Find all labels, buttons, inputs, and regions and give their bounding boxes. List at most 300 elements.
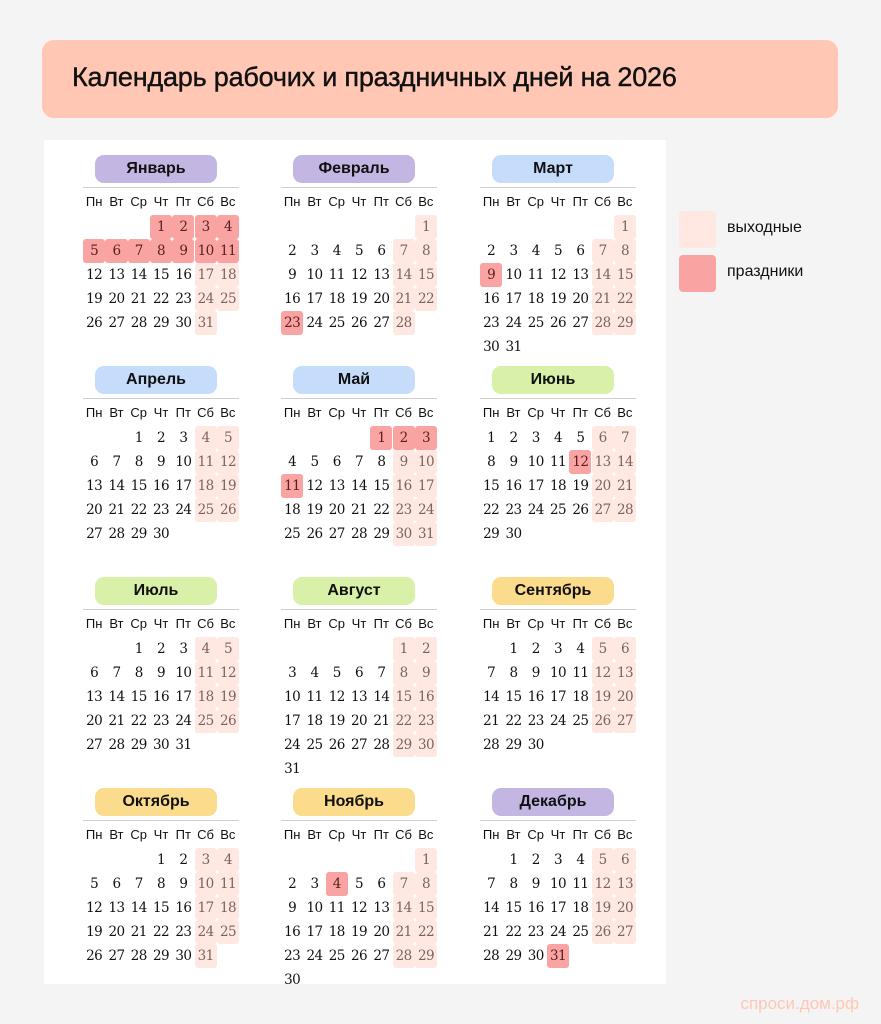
weekday-label: Вс	[220, 405, 236, 420]
work-day: 16	[175, 900, 192, 916]
work-day: 18	[328, 291, 345, 307]
weekday-label: Ср	[527, 194, 545, 209]
work-day: 24	[527, 502, 544, 518]
work-day: 26	[572, 502, 589, 518]
work-day: 6	[90, 454, 99, 470]
work-day: 2	[288, 876, 297, 892]
work-day: 6	[377, 243, 386, 259]
weekend-day: 11	[195, 661, 217, 685]
weekday-label: Пн	[482, 405, 500, 420]
legend-label-holiday: праздники	[727, 263, 804, 280]
holiday-day: 5	[83, 239, 105, 263]
weekday-label: Вт	[109, 616, 124, 631]
work-day: 5	[90, 876, 99, 892]
work-day: 21	[373, 713, 390, 729]
weekday-label: Ср	[328, 616, 346, 631]
weekend-day: 25	[195, 498, 217, 522]
weekday-label: Ср	[328, 405, 346, 420]
work-day: 21	[483, 924, 500, 940]
work-day: 21	[483, 713, 500, 729]
holiday-day: 1	[150, 215, 172, 239]
weekday-label: Сб	[395, 405, 412, 420]
work-day: 4	[554, 430, 563, 446]
weekday-label: Сб	[197, 827, 214, 842]
work-day: 7	[487, 876, 496, 892]
work-day: 10	[175, 665, 192, 681]
weekend-day: 12	[592, 872, 614, 896]
work-day: 26	[550, 315, 567, 331]
weekend-day: 5	[592, 848, 614, 872]
work-day: 14	[483, 900, 500, 916]
work-day: 28	[130, 315, 147, 331]
work-day: 20	[86, 502, 103, 518]
work-day: 31	[505, 339, 522, 355]
weekend-day: 10	[195, 872, 217, 896]
weekend-day: 18	[217, 263, 239, 287]
weekday-label: Пн	[482, 827, 500, 842]
work-day: 10	[550, 665, 567, 681]
weekday-header	[281, 613, 437, 635]
weekday-label: Вт	[109, 827, 124, 842]
work-day: 28	[483, 948, 500, 964]
work-day: 6	[377, 876, 386, 892]
work-day: 12	[351, 900, 368, 916]
weekend-day: 15	[415, 896, 437, 920]
work-day: 23	[284, 948, 301, 964]
weekend-day: 20	[614, 896, 636, 920]
work-day: 27	[108, 315, 125, 331]
weekday-label: Пн	[85, 616, 103, 631]
work-day: 1	[134, 641, 143, 657]
work-day: 26	[351, 948, 368, 964]
weekday-header	[83, 402, 239, 424]
work-day: 4	[531, 243, 540, 259]
weekday-label: Ср	[527, 827, 545, 842]
weekday-label: Чт	[153, 827, 169, 842]
work-day: 15	[505, 689, 522, 705]
work-day: 11	[550, 454, 567, 470]
weekend-day: 19	[592, 896, 614, 920]
weekday-label: Пн	[85, 827, 103, 842]
weekday-label: Вс	[418, 405, 434, 420]
divider	[480, 820, 636, 821]
work-day: 24	[175, 713, 192, 729]
work-day: 28	[108, 737, 125, 753]
work-day: 16	[284, 291, 301, 307]
weekday-label: Вс	[617, 827, 633, 842]
weekend-day: 29	[614, 311, 636, 335]
weekday-label: Пт	[175, 616, 191, 631]
weekday-label: Пн	[85, 405, 103, 420]
work-day: 24	[284, 737, 301, 753]
weekend-day: 28	[592, 311, 614, 335]
weekend-day: 31	[195, 311, 217, 335]
weekend-day: 15	[614, 263, 636, 287]
work-day: 6	[355, 665, 364, 681]
work-day: 16	[483, 291, 500, 307]
work-day: 14	[130, 267, 147, 283]
work-day: 7	[377, 665, 386, 681]
work-day: 15	[153, 267, 170, 283]
work-day: 5	[355, 243, 364, 259]
weekend-day: 12	[592, 661, 614, 685]
weekend-day: 16	[393, 474, 415, 498]
weekday-label: Пт	[373, 616, 389, 631]
weekend-day: 14	[614, 450, 636, 474]
weekday-label: Вт	[109, 405, 124, 420]
work-day: 13	[108, 267, 125, 283]
work-day: 2	[157, 430, 166, 446]
work-day: 2	[179, 852, 188, 868]
weekend-day: 27	[592, 498, 614, 522]
weekday-label: Пт	[373, 827, 389, 842]
weekend-day: 19	[217, 474, 239, 498]
weekday-label: Пт	[572, 405, 588, 420]
work-day: 1	[509, 641, 518, 657]
weekday-label: Чт	[550, 405, 566, 420]
work-day: 18	[328, 924, 345, 940]
work-day: 4	[332, 243, 341, 259]
weekday-label: Пн	[283, 405, 301, 420]
work-day: 11	[306, 689, 323, 705]
weekend-day: 11	[195, 450, 217, 474]
work-day: 9	[509, 454, 518, 470]
weekend-day: 6	[592, 426, 614, 450]
weekend-day: 12	[217, 661, 239, 685]
divider	[281, 187, 437, 188]
work-day: 23	[527, 713, 544, 729]
holiday-day: 11	[281, 474, 303, 498]
weekday-label: Ср	[328, 827, 346, 842]
work-day: 15	[505, 900, 522, 916]
work-day: 24	[306, 315, 323, 331]
work-day: 20	[86, 713, 103, 729]
weekend-day: 8	[415, 239, 437, 263]
divider	[83, 609, 239, 610]
weekday-label: Вт	[109, 194, 124, 209]
holiday-day: 6	[105, 239, 127, 263]
weekend-day: 21	[393, 287, 415, 311]
weekday-label: Вт	[307, 827, 322, 842]
weekday-label: Ср	[130, 827, 148, 842]
weekend-day: 28	[614, 498, 636, 522]
weekday-label: Сб	[395, 827, 412, 842]
work-day: 20	[351, 713, 368, 729]
work-day: 6	[112, 876, 121, 892]
work-day: 9	[157, 665, 166, 681]
weekday-header	[281, 824, 437, 846]
work-day: 23	[175, 924, 192, 940]
weekend-day: 24	[195, 920, 217, 944]
work-day: 31	[284, 761, 301, 777]
work-day: 2	[157, 641, 166, 657]
work-day: 25	[328, 948, 345, 964]
work-day: 15	[483, 478, 500, 494]
work-day: 10	[505, 267, 522, 283]
weekend-day: 21	[614, 474, 636, 498]
divider	[281, 820, 437, 821]
work-day: 15	[153, 900, 170, 916]
work-day: 15	[130, 689, 147, 705]
work-day: 8	[487, 454, 496, 470]
work-day: 5	[310, 454, 319, 470]
work-day: 27	[373, 315, 390, 331]
weekend-day: 16	[415, 685, 437, 709]
work-day: 30	[505, 526, 522, 542]
weekday-label: Вс	[418, 616, 434, 631]
work-day: 21	[130, 924, 147, 940]
work-day: 23	[483, 315, 500, 331]
weekend-day: 9	[393, 450, 415, 474]
weekend-day: 3	[195, 848, 217, 872]
weekend-day: 22	[614, 287, 636, 311]
work-day: 5	[576, 430, 585, 446]
work-day: 5	[355, 876, 364, 892]
work-day: 14	[108, 689, 125, 705]
work-day: 27	[373, 948, 390, 964]
month-name: Октябрь	[95, 788, 217, 816]
weekend-day: 25	[217, 920, 239, 944]
work-day: 8	[509, 665, 518, 681]
weekend-day: 30	[393, 522, 415, 546]
work-day: 26	[328, 737, 345, 753]
work-day: 4	[576, 641, 585, 657]
divider	[83, 820, 239, 821]
weekend-day: 25	[217, 287, 239, 311]
work-day: 9	[288, 900, 297, 916]
month-name: Март	[492, 155, 614, 183]
weekday-label: Пн	[283, 827, 301, 842]
weekend-day: 26	[592, 920, 614, 944]
weekend-day: 19	[217, 685, 239, 709]
work-day: 16	[153, 478, 170, 494]
month-name: Ноябрь	[293, 788, 415, 816]
weekday-label: Вс	[418, 194, 434, 209]
work-day: 16	[284, 924, 301, 940]
weekend-day: 13	[614, 661, 636, 685]
weekday-header	[480, 613, 636, 635]
holiday-day: 4	[217, 215, 239, 239]
work-day: 20	[108, 924, 125, 940]
work-day: 9	[531, 665, 540, 681]
holiday-day: 8	[150, 239, 172, 263]
weekend-day: 11	[217, 872, 239, 896]
weekday-label: Ср	[328, 194, 346, 209]
weekend-day: 22	[415, 920, 437, 944]
weekend-day: 7	[393, 239, 415, 263]
holiday-day: 9	[172, 239, 194, 263]
weekday-label: Чт	[550, 194, 566, 209]
work-day: 19	[86, 924, 103, 940]
weekend-day: 9	[415, 661, 437, 685]
page-title: Календарь рабочих и праздничных дней на 2026	[72, 62, 677, 92]
weekday-header	[83, 613, 239, 635]
work-day: 11	[328, 267, 345, 283]
weekday-label: Ср	[130, 194, 148, 209]
weekday-label: Сб	[395, 194, 412, 209]
work-day: 30	[175, 315, 192, 331]
work-day: 18	[284, 502, 301, 518]
weekday-label: Чт	[153, 405, 169, 420]
month-name: Сентябрь	[492, 577, 614, 605]
work-day: 25	[527, 315, 544, 331]
weekday-label: Чт	[153, 194, 169, 209]
work-day: 6	[332, 454, 341, 470]
weekend-day: 1	[415, 848, 437, 872]
weekend-day: 31	[195, 944, 217, 968]
work-day: 25	[284, 526, 301, 542]
work-day: 31	[175, 737, 192, 753]
work-day: 11	[328, 900, 345, 916]
weekday-label: Чт	[153, 616, 169, 631]
work-day: 11	[527, 267, 544, 283]
holiday-day: 23	[281, 311, 303, 335]
work-day: 22	[505, 713, 522, 729]
work-day: 30	[527, 948, 544, 964]
weekend-day: 27	[614, 920, 636, 944]
weekday-label: Вс	[418, 827, 434, 842]
weekend-day: 30	[415, 733, 437, 757]
work-day: 13	[86, 689, 103, 705]
work-day: 20	[328, 502, 345, 518]
weekend-day: 22	[393, 709, 415, 733]
holiday-day: 4	[326, 872, 348, 896]
work-day: 13	[373, 267, 390, 283]
weekend-day: 15	[393, 685, 415, 709]
month-name: Май	[293, 366, 415, 394]
work-day: 3	[288, 665, 297, 681]
weekday-label: Ср	[130, 616, 148, 631]
work-day: 4	[310, 665, 319, 681]
weekend-day: 6	[614, 637, 636, 661]
work-day: 28	[108, 526, 125, 542]
weekday-label: Вт	[506, 405, 521, 420]
weekday-label: Вс	[220, 194, 236, 209]
weekend-day: 17	[195, 896, 217, 920]
weekday-header	[83, 191, 239, 213]
weekday-label: Сб	[395, 616, 412, 631]
work-day: 22	[153, 291, 170, 307]
work-day: 29	[153, 315, 170, 331]
work-day: 19	[550, 291, 567, 307]
weekday-header	[480, 191, 636, 213]
weekday-label: Пт	[373, 194, 389, 209]
weekday-label: Чт	[351, 827, 367, 842]
work-day: 23	[153, 502, 170, 518]
weekday-header	[83, 824, 239, 846]
weekday-header	[281, 402, 437, 424]
work-day: 16	[153, 689, 170, 705]
work-day: 6	[576, 243, 585, 259]
work-day: 9	[157, 454, 166, 470]
weekday-label: Пт	[373, 405, 389, 420]
weekend-day: 26	[592, 709, 614, 733]
weekday-label: Пт	[175, 405, 191, 420]
work-day: 3	[310, 243, 319, 259]
weekend-day: 13	[592, 450, 614, 474]
work-day: 16	[527, 900, 544, 916]
weekday-header	[480, 402, 636, 424]
work-day: 30	[483, 339, 500, 355]
divider	[281, 398, 437, 399]
work-day: 22	[373, 502, 390, 518]
work-day: 27	[86, 737, 103, 753]
month-name: Апрель	[95, 366, 217, 394]
calendar-panel	[44, 140, 666, 988]
weekend-day: 1	[614, 215, 636, 239]
work-day: 27	[328, 526, 345, 542]
holiday-day: 10	[195, 239, 217, 263]
weekend-day: 13	[614, 872, 636, 896]
work-day: 29	[130, 526, 147, 542]
weekday-header	[480, 824, 636, 846]
weekend-day: 20	[592, 474, 614, 498]
weekday-label: Вт	[506, 616, 521, 631]
work-day: 3	[554, 641, 563, 657]
work-day: 12	[550, 267, 567, 283]
weekend-day: 12	[217, 450, 239, 474]
work-day: 15	[373, 478, 390, 494]
work-day: 17	[306, 291, 323, 307]
weekend-day: 27	[614, 709, 636, 733]
weekday-label: Вт	[307, 194, 322, 209]
weekday-label: Ср	[130, 405, 148, 420]
weekend-day: 24	[195, 287, 217, 311]
work-day: 29	[130, 737, 147, 753]
work-day: 22	[130, 502, 147, 518]
holiday-swatch	[679, 255, 716, 292]
work-day: 11	[572, 876, 589, 892]
weekday-label: Вт	[307, 405, 322, 420]
weekday-label: Ср	[527, 405, 545, 420]
month-name: Август	[293, 577, 415, 605]
work-day: 2	[509, 430, 518, 446]
weekend-day: 10	[415, 450, 437, 474]
work-day: 23	[175, 291, 192, 307]
holiday-day: 3	[415, 426, 437, 450]
work-day: 20	[572, 291, 589, 307]
work-day: 24	[175, 502, 192, 518]
work-day: 20	[373, 291, 390, 307]
work-day: 17	[175, 478, 192, 494]
work-day: 17	[306, 924, 323, 940]
work-day: 19	[306, 502, 323, 518]
divider	[281, 609, 437, 610]
work-day: 3	[531, 430, 540, 446]
work-day: 17	[550, 689, 567, 705]
work-day: 10	[175, 454, 192, 470]
holiday-day: 9	[480, 263, 502, 287]
work-day: 12	[328, 689, 345, 705]
weekend-day: 26	[217, 709, 239, 733]
work-day: 27	[86, 526, 103, 542]
work-day: 8	[134, 665, 143, 681]
weekend-day: 8	[415, 872, 437, 896]
weekend-day: 19	[592, 685, 614, 709]
holiday-day: 12	[569, 450, 591, 474]
work-day: 22	[153, 924, 170, 940]
work-day: 19	[351, 291, 368, 307]
holiday-day: 3	[195, 215, 217, 239]
weekend-day: 15	[415, 263, 437, 287]
work-day: 2	[531, 852, 540, 868]
work-day: 5	[554, 243, 563, 259]
weekend-day: 25	[195, 709, 217, 733]
month-name: Февраль	[293, 155, 415, 183]
divider	[480, 187, 636, 188]
work-day: 14	[483, 689, 500, 705]
weekend-day: 28	[393, 311, 415, 335]
